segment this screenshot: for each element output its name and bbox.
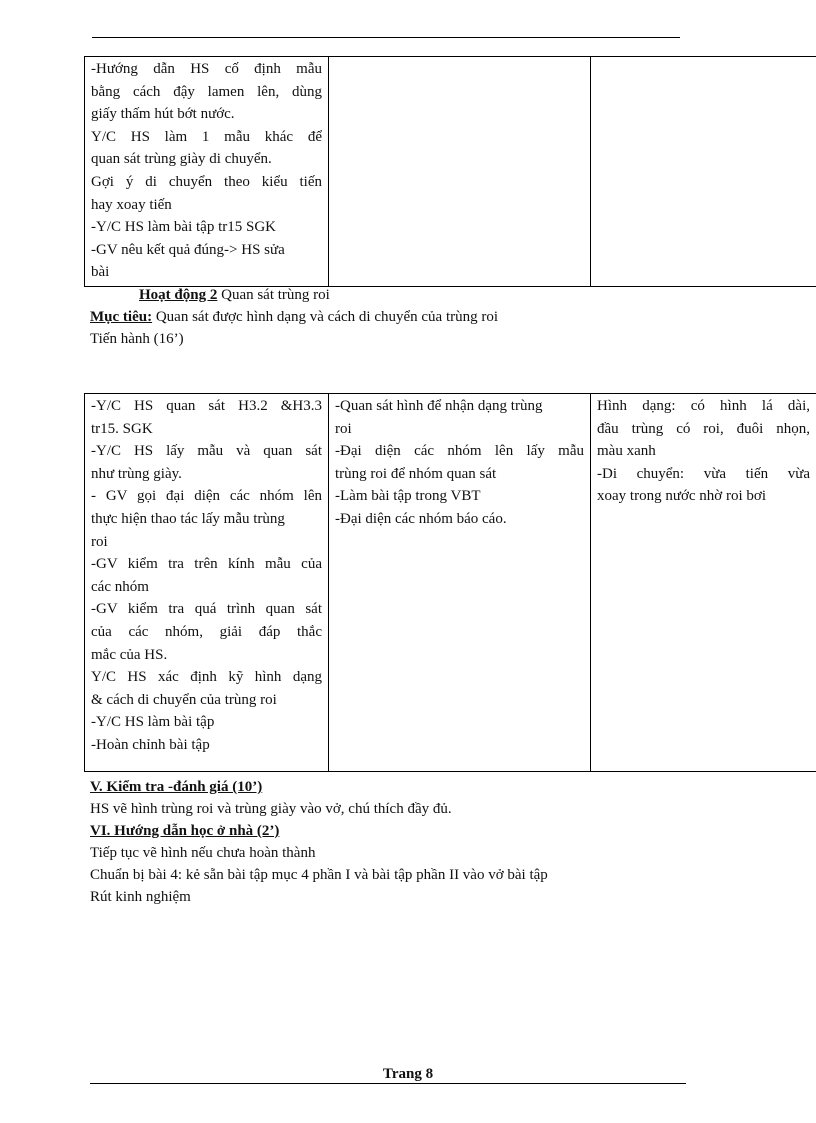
activity-1-table (84, 56, 816, 287)
table-row (85, 394, 816, 772)
cell-line: bài (91, 264, 110, 281)
cell-line: roi (335, 420, 352, 437)
content-cell (591, 394, 816, 772)
cell-line: -Hướng dẫn HS cố định mẫu (91, 61, 322, 77)
cell-line: -Y/C HS quan sát H3.2 &H3.3 (91, 398, 322, 414)
cell-line: -GV nêu kết quả đúng-> HS sửa (91, 241, 285, 258)
objective-label: Mục tiêu: (90, 309, 153, 325)
table-row (85, 57, 816, 287)
cell-line: -Đại diện các nhóm lên lấy mẫu (335, 443, 584, 460)
header-rule (92, 37, 680, 38)
cell-line: -Quan sát hình để nhận dạng trùng (335, 398, 543, 414)
activity-2-label: Hoạt động 2 (139, 287, 218, 303)
section-6-line-2: Chuẩn bị bài 4: kẻ sẵn bài tập mục 4 phần I và bài tập phần II vào vở bài tập (90, 867, 548, 883)
cell-line: màu xanh (597, 443, 656, 460)
cell-line: -Hoàn chỉnh bài tập (91, 736, 210, 753)
cell-line: mắc của HS. (91, 646, 168, 663)
cell-line: -Làm bài tập trong VBT (335, 488, 481, 505)
cell-line: -GV kiểm tra quá trình quan sát (91, 601, 322, 618)
cell-line: tr15. SGK (91, 420, 153, 437)
cell-line: -GV kiểm tra trên kính mẫu của (91, 556, 322, 573)
cell-line: -Y/C HS lấy mẫu và quan sát (91, 443, 322, 460)
objective-text: Quan sát được hình dạng và cách di chuyển của trùng roi (152, 309, 499, 325)
activity-2-title (139, 284, 330, 306)
section-5-heading: V. Kiểm tra -đánh giá (10’) (90, 779, 263, 795)
cell-line: roi (91, 533, 108, 550)
footer-rule (90, 1083, 686, 1084)
teacher-activity-cell (85, 57, 329, 287)
cell-line: các nhóm (91, 578, 149, 595)
activity-2-title-text: Quan sát trùng roi (217, 287, 330, 303)
cell-line: giấy thấm hút bớt nước. (91, 106, 235, 123)
section-5-text: HS vẽ hình trùng roi và trùng giày vào vở, chú thích đầy đủ. (90, 801, 452, 817)
cell-line: trùng roi để nhóm quan sát (335, 465, 497, 482)
section-6-line-1: Tiếp tục vẽ hình nếu chưa hoàn thành (90, 845, 316, 861)
cell-line: Gợi ý di chuyển theo kiểu tiến (91, 173, 322, 190)
cell-line: bằng cách đậy lamen lên, dùng (91, 83, 322, 100)
activity-2-table (84, 393, 816, 772)
cell-line: đầu trùng có roi, đuôi nhọn, (597, 420, 810, 437)
cell-line: hay xoay tiến (91, 196, 172, 213)
student-activity-cell (329, 394, 591, 772)
cell-line: - GV gọi đại diện các nhóm lên (91, 488, 322, 505)
activity-2-objective (90, 306, 498, 328)
cell-line: Hình dạng: có hình lá dài, (597, 398, 810, 414)
cell-line: -Đại diện các nhóm báo cáo. (335, 510, 507, 527)
cell-line: -Y/C HS làm bài tập tr15 SGK (91, 219, 276, 236)
page-number: Trang 8 (382, 1066, 434, 1082)
section-6-heading: VI. Hướng dẫn học ở nhà (2’) (90, 823, 280, 839)
cell-line: -Di chuyển: vừa tiến vừa (597, 465, 810, 482)
cell-line: thực hiện thao tác lấy mẫu trùng (91, 510, 285, 527)
cell-line: -Y/C HS làm bài tập (91, 714, 215, 731)
cell-line: Y/C HS làm 1 mẫu khác để (91, 128, 322, 145)
cell-line: của các nhóm, giải đáp thắc (91, 623, 322, 640)
content-cell (591, 57, 816, 287)
student-activity-cell (329, 57, 591, 287)
cell-line: & cách di chuyển của trùng roi (91, 691, 277, 708)
teacher-activity-cell (85, 394, 329, 772)
cell-line: Y/C HS xác định kỹ hình dạng (91, 669, 322, 686)
activity-2-procedure: Tiến hành (16’) (90, 331, 184, 347)
cell-line: quan sát trùng giày di chuyển. (91, 151, 272, 168)
section-6-line-3: Rút kinh nghiệm (90, 889, 191, 905)
cell-line: xoay trong nước nhờ roi bơi (597, 488, 766, 505)
cell-line: như trùng giày. (91, 465, 182, 482)
